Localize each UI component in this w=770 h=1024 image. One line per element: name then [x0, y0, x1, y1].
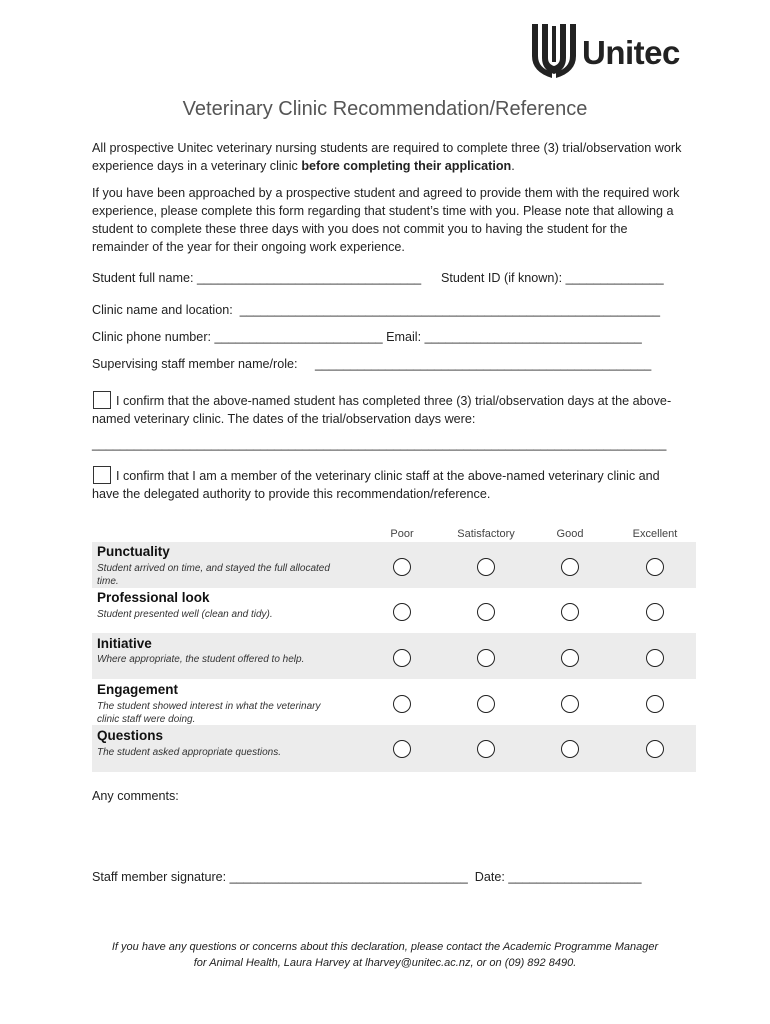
radio-excellent[interactable]: [646, 695, 664, 713]
clinic-name-field[interactable]: Clinic name and location: ____________________________________________________________: [92, 303, 660, 317]
radio-excellent[interactable]: [646, 603, 664, 621]
footer-line-1: If you have any questions or concerns about this declaration, please contact the Academic Programme Manager: [111, 941, 659, 953]
radio-good[interactable]: [561, 649, 579, 667]
col-good: Good: [556, 528, 584, 540]
radio-poor[interactable]: [393, 558, 411, 576]
criteria-desc: The student asked appropriate questions.: [97, 747, 282, 758]
radio-poor[interactable]: [393, 740, 411, 758]
radio-good[interactable]: [561, 558, 579, 576]
unitec-shield-icon: [528, 22, 580, 80]
radio-excellent[interactable]: [646, 558, 664, 576]
col-excellent: Excellent: [632, 528, 678, 540]
criteria-title: Professional look: [97, 590, 210, 605]
radio-good[interactable]: [561, 603, 579, 621]
clinic-phone-email-field[interactable]: Clinic phone number: ________________________ Email: _______________________________: [92, 330, 642, 344]
radio-satisfactory[interactable]: [477, 558, 495, 576]
criteria-title: Questions: [97, 728, 164, 743]
radio-poor[interactable]: [393, 649, 411, 667]
criteria-row-engagement: [92, 679, 696, 725]
radio-poor[interactable]: [393, 695, 411, 713]
page-title: Veterinary Clinic Recommendation/Reference: [182, 98, 588, 120]
criteria-desc: Where appropriate, the student offered to help.: [97, 654, 305, 665]
col-poor: Poor: [390, 528, 414, 540]
radio-good[interactable]: [561, 740, 579, 758]
unitec-logo: [528, 22, 678, 80]
student-id-field[interactable]: Student ID (if known): ______________: [441, 271, 664, 285]
intro-paragraph-1: [92, 139, 682, 175]
criteria-desc: Student presented well (clean and tidy).: [97, 609, 273, 620]
criteria-title: Punctuality: [97, 544, 170, 559]
criteria-desc: Student arrived on time, and stayed the full allocated time.: [97, 563, 330, 587]
radio-satisfactory[interactable]: [477, 603, 495, 621]
comments-label: Any comments:: [92, 789, 179, 803]
criteria-row-professional-look: [92, 588, 696, 633]
intro-p1-text: All prospective Unitec veterinary nursing students are required to complete three (3) trial/observation work experience days in a veterinary clinic: [92, 141, 682, 173]
radio-excellent[interactable]: [646, 649, 664, 667]
footer-note: [0, 939, 770, 971]
signature-date-field[interactable]: Staff member signature: __________________________________ Date: ___________________: [92, 870, 642, 884]
radio-satisfactory[interactable]: [477, 649, 495, 667]
intro-paragraph-2: If you have been approached by a prospective student and agreed to provide them with the required work experience, please complete this form regarding that student’s time with you. Please note that allowing a student to complete these three days with you does not commit you to having the student for the remainder of the year for their ongoing work experience.: [92, 186, 680, 254]
supervisor-field[interactable]: Supervising staff member name/role: ________________________________________________: [92, 357, 652, 371]
criteria-row-initiative: [92, 633, 696, 679]
criteria-row-punctuality: [92, 542, 696, 588]
student-name-field[interactable]: Student full name: ________________________________: [92, 271, 422, 285]
criteria-row-questions: [92, 725, 696, 772]
logo-text: Unitec: [582, 34, 680, 71]
criteria-desc: The student showed interest in what the veterinary clinic staff were doing.: [97, 701, 321, 725]
radio-satisfactory[interactable]: [477, 740, 495, 758]
radio-satisfactory[interactable]: [477, 695, 495, 713]
criteria-title: Engagement: [97, 682, 179, 697]
dates-line[interactable]: __________________________________________________________________________________: [92, 437, 667, 451]
intro-p1-bold: before completing their application: [301, 159, 512, 173]
col-satisfactory: Satisfactory: [457, 528, 515, 540]
confirm-days-text: I confirm that the above-named student has completed three (3) trial/observation days at the above-named veterinary clinic. The dates of the trial/observation days were:: [92, 394, 672, 426]
confirm-staff-text: I confirm that I am a member of the veterinary clinic staff at the above-named veterinary clinic and have the delegated authority to provide this recommendation/reference.: [92, 469, 660, 501]
radio-excellent[interactable]: [646, 740, 664, 758]
radio-poor[interactable]: [393, 603, 411, 621]
footer-line-2: for Animal Health, Laura Harvey at lharvey@unitec.ac.nz, or on (09) 892 8490.: [193, 957, 577, 969]
criteria-title: Initiative: [97, 636, 152, 651]
intro-p1-end: .: [511, 159, 515, 173]
radio-good[interactable]: [561, 695, 579, 713]
